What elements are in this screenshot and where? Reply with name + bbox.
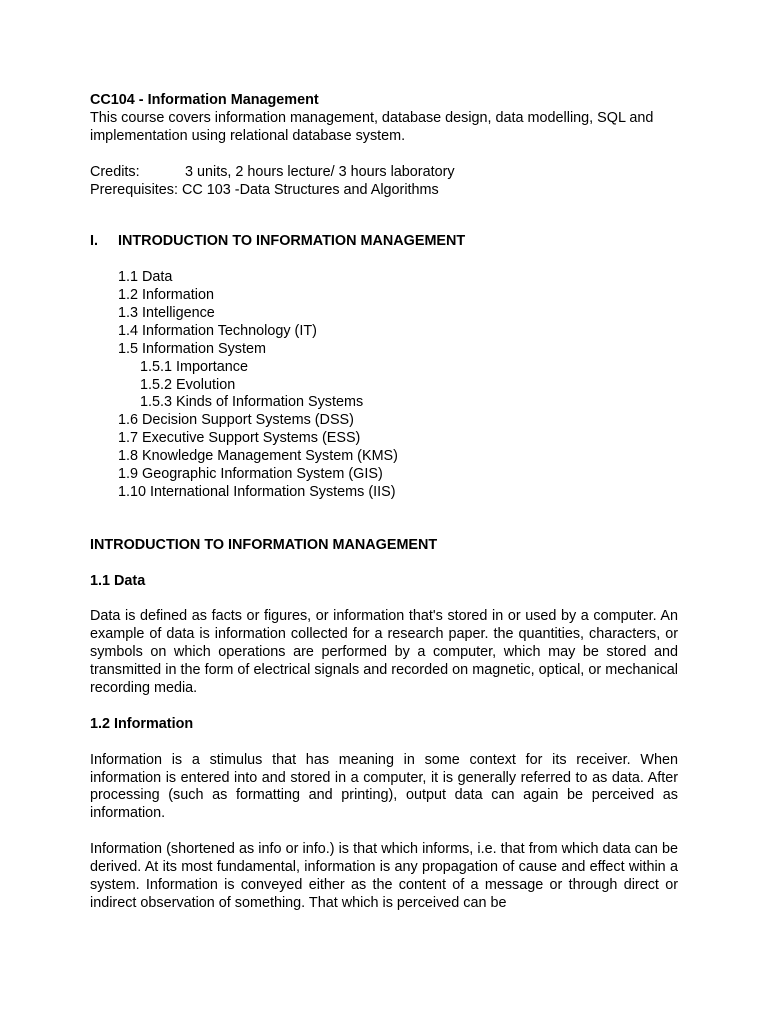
outline-list <box>90 269 678 502</box>
course-description: This course covers information management, database design, data modelling, SQL and implementation using relational database system. <box>90 109 654 144</box>
information-paragraph: Information is a stimulus that has meaning in some context for its receiver. When information is entered into and stored in a computer, it is generally referred to as data. After processing (such as formatting and printing), output data can again be perceived as information. <box>90 751 678 822</box>
outline-item: 1.8 Knowledge Management System (KMS) <box>118 448 398 465</box>
data-paragraph: Data is defined as facts or figures, or information that's stored in or used by a computer. An example of data is information collected for a research paper. the quantities, characters, or symbols on which operations are performed by a computer, which may be stored and transmitted in the form of electrical signals and recorded on magnetic, optical, or mechanical recording media. <box>90 608 678 696</box>
outline-section-number: I. <box>90 233 98 250</box>
outline-item: 1.2 Information <box>118 287 214 304</box>
credits-value: 3 units, 2 hours lecture/ 3 hours laboratory <box>185 163 455 180</box>
course-title: CC104 - Information Management <box>90 92 319 108</box>
outline-item: 1.6 Decision Support Systems (DSS) <box>118 412 354 429</box>
data-heading: 1.1 Data <box>90 572 146 589</box>
information-paragraph: Information (shortened as info or info.) is that which informs, i.e. that from which data can be derived. At its most fundamental, information is any propagation of cause and effect within a system. Information is conveyed either as the content of a message or through direct or indirect observation of something. That which is perceived can be <box>90 841 678 911</box>
body-heading: INTRODUCTION TO INFORMATION MANAGEMENT <box>90 536 438 553</box>
outline-item: 1.4 Information Technology (IT) <box>118 322 317 339</box>
outline-item: 1.1 Data <box>118 269 173 286</box>
outline-subitem: 1.5.2 Evolution <box>140 376 236 393</box>
outline-item: 1.10 International Information Systems (IIS) <box>118 483 396 500</box>
prerequisites-line: Prerequisites: CC 103 -Data Structures and Algorithms <box>90 181 439 198</box>
outline-item: 1.5 Information System <box>118 340 266 357</box>
credits-label: Credits: <box>90 163 140 180</box>
outline-subitem: 1.5.1 Importance <box>140 358 248 375</box>
outline-item: 1.9 Geographic Information System (GIS) <box>118 466 383 483</box>
information-heading: 1.2 Information <box>90 715 194 732</box>
credits-line <box>90 164 678 182</box>
outline-item: 1.7 Executive Support Systems (ESS) <box>118 430 361 447</box>
outline-item: 1.3 Intelligence <box>118 304 215 321</box>
outline-subitem: 1.5.3 Kinds of Information Systems <box>140 394 364 411</box>
outline-section-heading: INTRODUCTION TO INFORMATION MANAGEMENT <box>118 233 466 250</box>
outline-section-title <box>90 233 678 251</box>
